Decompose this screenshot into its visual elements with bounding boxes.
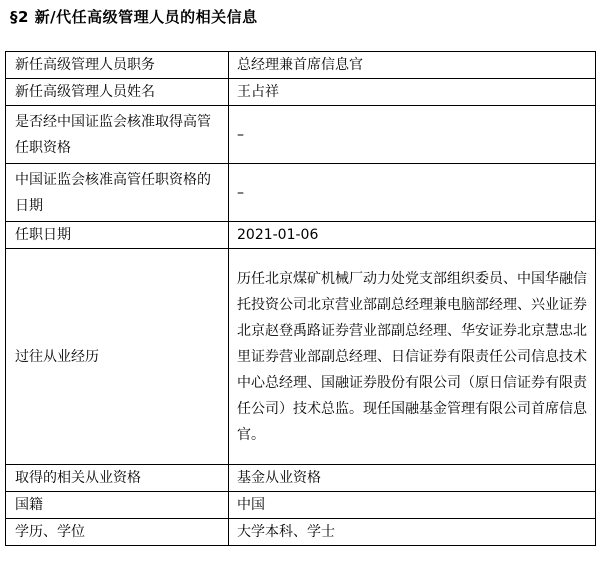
row-value: 基金从业资格 — [229, 465, 596, 492]
table-row — [6, 249, 596, 465]
row-value: – — [229, 106, 596, 164]
row-label: 任职日期 — [6, 222, 229, 249]
table-row — [6, 106, 596, 164]
table-row — [6, 492, 596, 519]
row-value: 王占祥 — [229, 79, 596, 106]
row-label: 取得的相关从业资格 — [6, 465, 229, 492]
table-row — [6, 52, 596, 79]
row-value: – — [229, 164, 596, 222]
table-row — [6, 222, 596, 249]
row-label: 是否经中国证监会核准取得高管任职资格 — [6, 106, 229, 164]
table-row — [6, 519, 596, 546]
row-label: 中国证监会核准高管任职资格的日期 — [6, 164, 229, 222]
row-label: 国籍 — [6, 492, 229, 519]
row-label: 新任高级管理人员姓名 — [6, 79, 229, 106]
info-table — [5, 51, 596, 546]
row-label: 过往从业经历 — [6, 249, 229, 465]
row-label: 新任高级管理人员职务 — [6, 52, 229, 79]
table-row — [6, 164, 596, 222]
row-value: 历任北京煤矿机械厂动力处党支部组织委员、中国华融信托投资公司北京营业部副总经理兼电脑部经理、兴业证券北京赵登禹路证券营业部副总经理、华安证券北京慧忠北里证券营业部副总经理、日信证券有限责任公司信息技术中心总经理、国融证券股份有限公司（原日信证券有限责任公司）技术总监。现任国融基金管理有限公司首席信息官。 — [229, 249, 596, 465]
section-title: §2 新/代任高级管理人员的相关信息 — [10, 8, 258, 26]
table-row — [6, 79, 596, 106]
table-row — [6, 465, 596, 492]
row-label: 学历、学位 — [6, 519, 229, 546]
row-value: 2021-01-06 — [229, 222, 596, 249]
row-value: 中国 — [229, 492, 596, 519]
row-value: 大学本科、学士 — [229, 519, 596, 546]
row-value: 总经理兼首席信息官 — [229, 52, 596, 79]
